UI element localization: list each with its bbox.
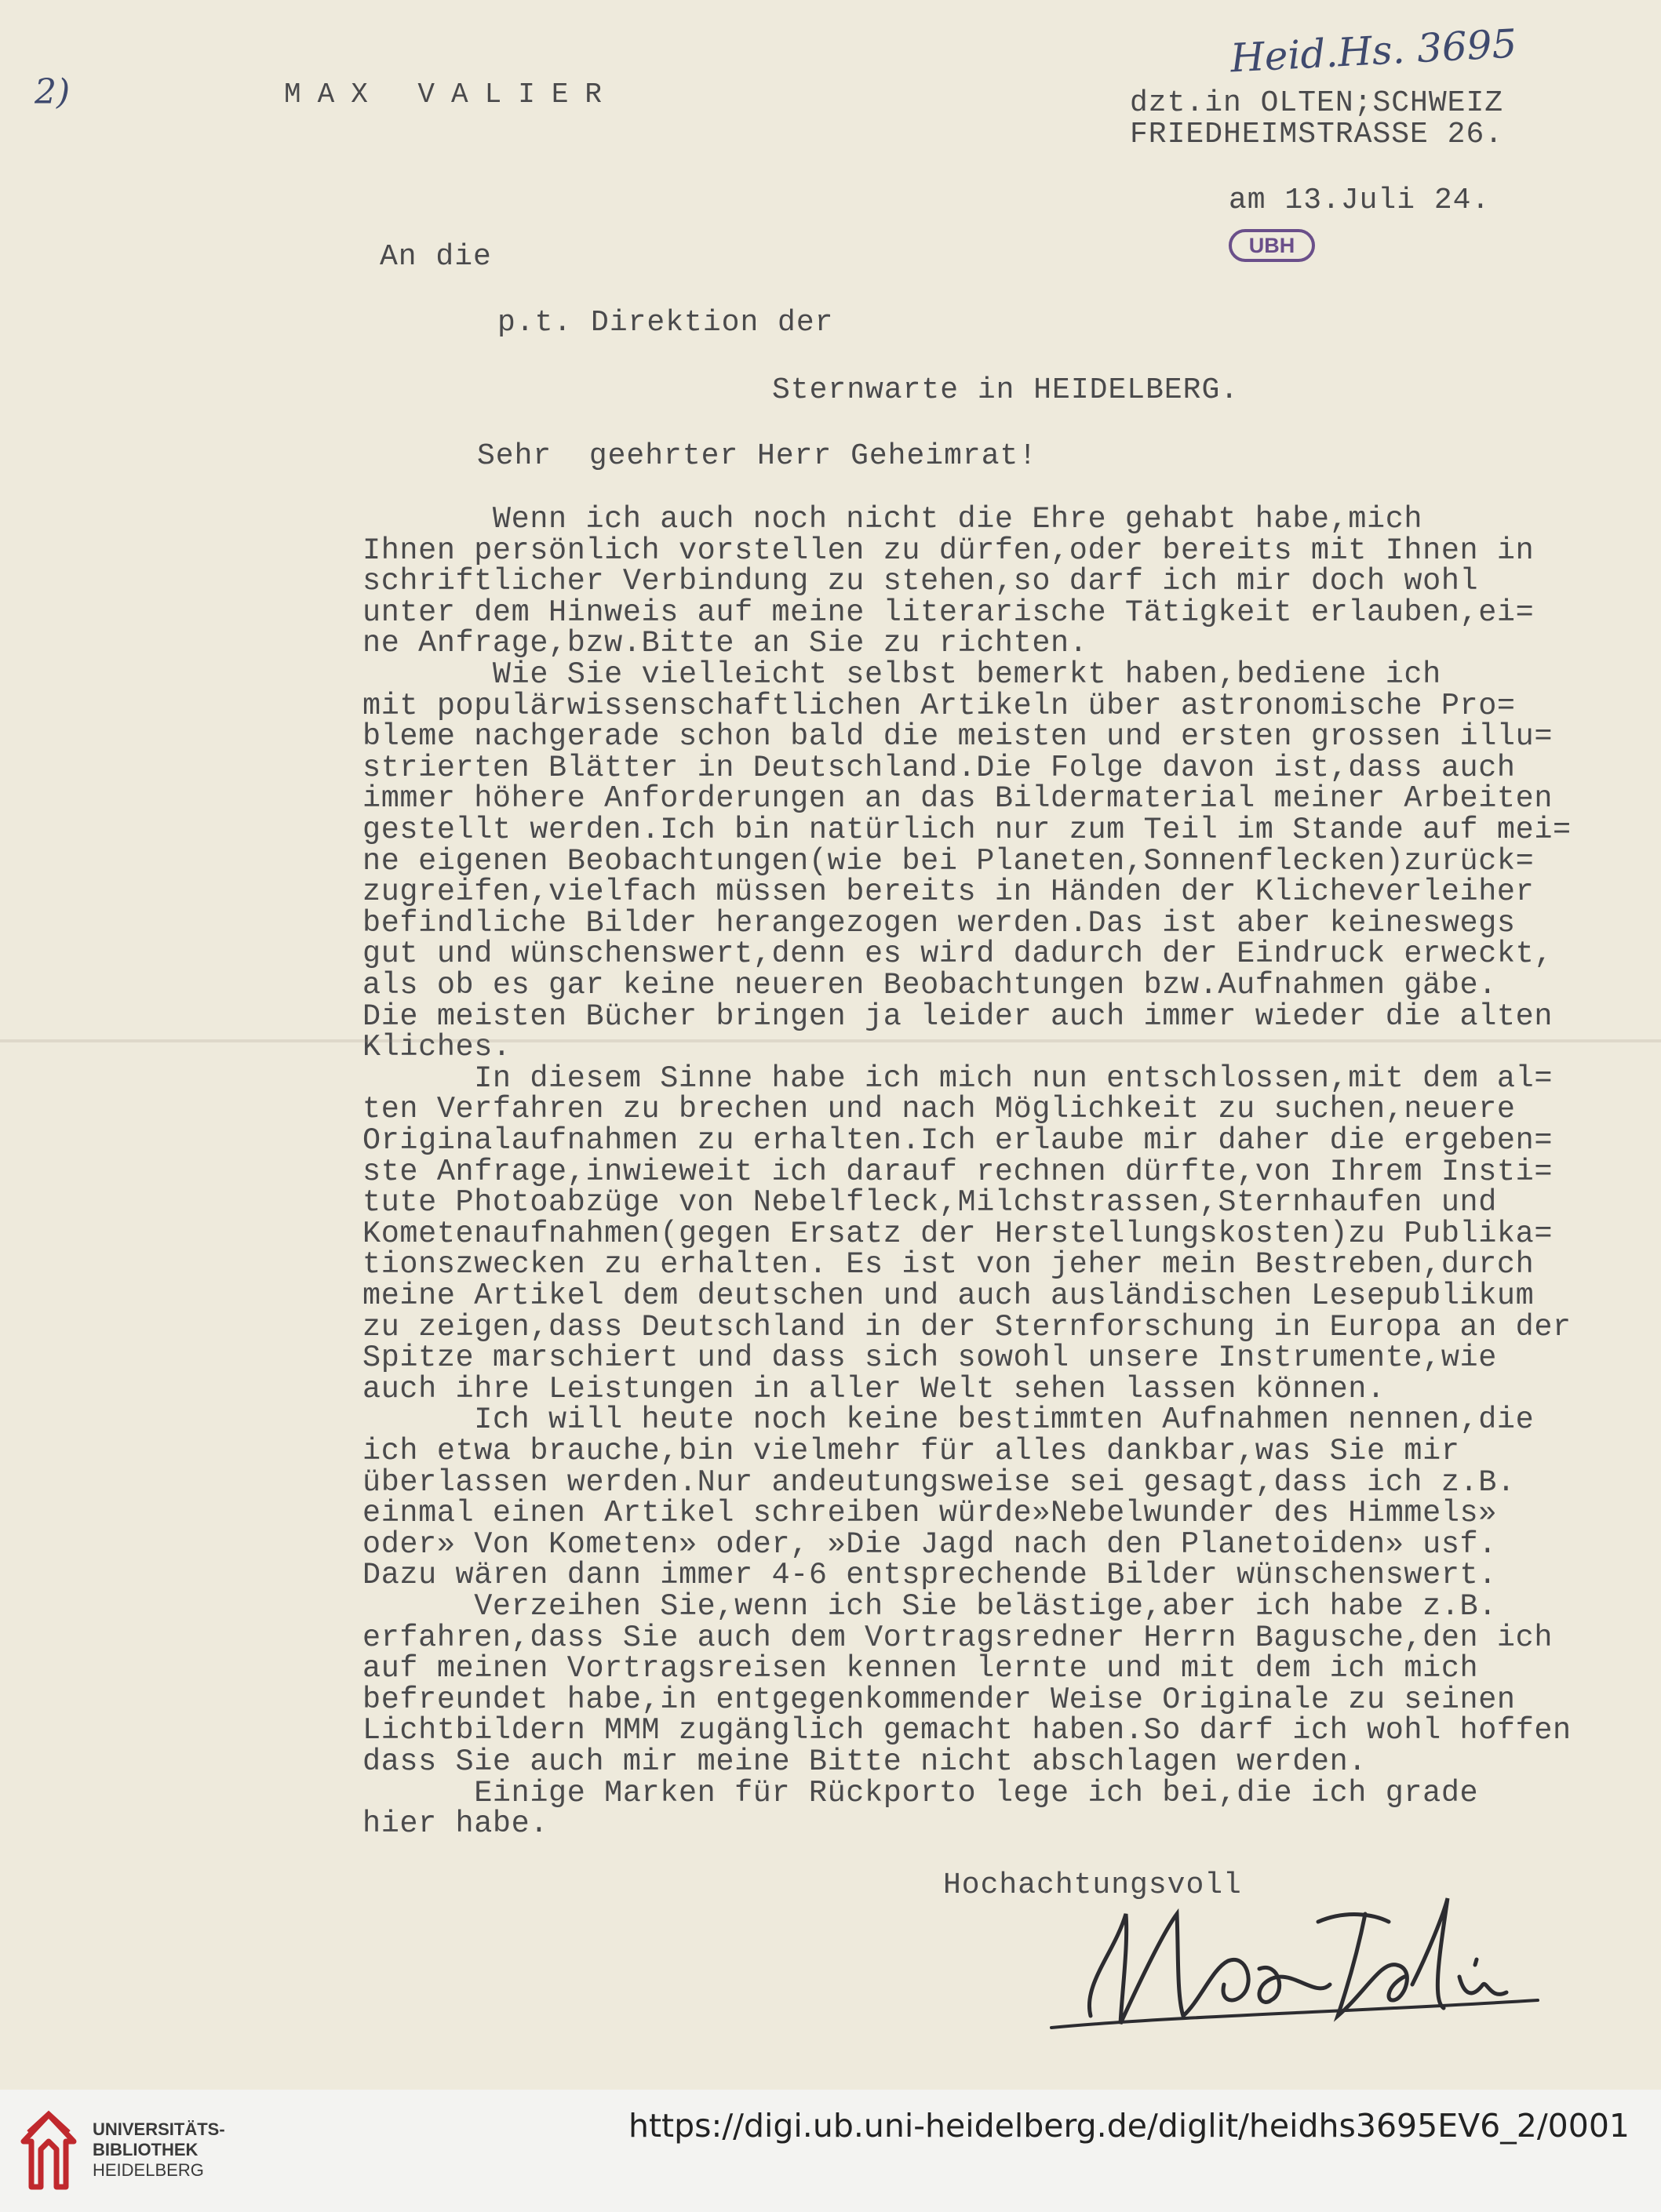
letter-date: am 13.Juli 24. xyxy=(1229,184,1491,217)
body-line: tute Photoabzüge von Nebelfleck,Milchstrassen,Sternhaufen und xyxy=(362,1185,1497,1221)
body-line: ne Anfrage,bzw.Bitte an Sie zu richten. xyxy=(362,626,1088,661)
source-url-link[interactable]: https://digi.ub.uni-heidelberg.de/diglit/heidhs3695EV6_2/0001 xyxy=(628,2107,1630,2145)
body-line: Ihnen persönlich vorstellen zu dürfen,oder bereits mit Ihnen in xyxy=(362,533,1535,568)
body-line: befindliche Bilder herangezogen werden.Das ist aber keineswegs xyxy=(362,905,1516,940)
body-line: hier habe. xyxy=(362,1806,549,1842)
body-line: einmal einen Artikel schreiben würde»Nebelwunder des Himmels» xyxy=(362,1496,1497,1531)
body-line: Kliches. xyxy=(362,1030,512,1065)
body-line: meine Artikel dem deutschen und auch ausländischen Lesepublikum xyxy=(362,1279,1535,1313)
body-line: ne eigenen Beobachtungen(wie bei Planeten,Sonnenflecken)zurück= xyxy=(362,843,1535,879)
body-line: mit populärwissenschaftlichen Artikeln über astronomische Pro= xyxy=(362,688,1516,723)
body-line: Die meisten Bücher bringen ja leider auch immer wieder die alten xyxy=(362,999,1554,1034)
archive-shelfmark: Heid.Hs. 3695 xyxy=(1229,20,1518,82)
body-line: schriftlicher Verbindung zu stehen,so darf ich mir doch wohl xyxy=(362,564,1479,599)
library-stamp: UBH xyxy=(1229,229,1315,262)
body-line: befreundet habe,in entgegenkommender Weise Originale zu seinen xyxy=(362,1682,1516,1717)
recipient-line2: p.t. Direktion der xyxy=(497,306,834,340)
sender-name: MAX VALIER xyxy=(284,78,619,111)
body-line: Verzeihen Sie,wenn ich Sie belästige,aber ich habe z.B. xyxy=(362,1589,1497,1624)
body-line: ste Anfrage,inwieweit ich darauf rechnen dürfte,von Ihrem Insti= xyxy=(362,1154,1554,1189)
sender-address-line2: FRIEDHEIMSTRASSE 26. xyxy=(1130,118,1504,151)
body-line: zugreifen,vielfach müssen bereits in Händen der Klicheverleiher xyxy=(362,875,1535,910)
recipient-line3: Sternwarte in HEIDELBERG. xyxy=(772,373,1240,407)
body-line: gestellt werden.Ich bin natürlich nur zum Teil im Stande auf mei= xyxy=(362,813,1572,847)
body-line: immer höhere Anforderungen an das Bildermaterial meiner Arbeiten xyxy=(362,781,1554,817)
body-line: strierten Blätter in Deutschland.Die Folge davon ist,dass auch xyxy=(362,750,1516,785)
salutation: Sehr geehrter Herr Geheimrat! xyxy=(477,439,1038,473)
page-mark: 2) xyxy=(35,72,71,112)
body-line: ich etwa brauche,bin vielmehr für alles dankbar,was Sie mir xyxy=(362,1434,1460,1468)
body-line: als ob es gar keine neueren Beobachtungen bzw.Aufnahmen gäbe. xyxy=(362,968,1497,1002)
institution-name xyxy=(93,2119,225,2181)
signature xyxy=(1036,1867,1554,2039)
body-line: unter dem Hinweis auf meine literarische Tätigkeit erlauben,ei= xyxy=(362,595,1535,630)
letter-body xyxy=(362,502,1634,1859)
body-line: zu zeigen,dass Deutschland in der Sternforschung in Europa an der xyxy=(362,1309,1572,1344)
body-line: Wenn ich auch noch nicht die Ehre gehabt habe,mich xyxy=(362,502,1423,537)
body-line: Einige Marken für Rückporto lege ich bei,die ich grade xyxy=(362,1775,1479,1810)
body-line: auf meinen Vortragsreisen kennen lernte und mit dem ich mich xyxy=(362,1651,1479,1686)
body-line: Spitze marschiert und dass sich sowohl unsere Instrumente,wie xyxy=(362,1341,1497,1376)
body-line: ten Verfahren zu brechen und nach Möglichkeit zu suchen,neuere xyxy=(362,1092,1516,1127)
body-line: Wie Sie vielleicht selbst bemerkt haben,bediene ich xyxy=(362,657,1441,692)
body-line: erfahren,dass Sie auch dem Vortragsredner Herrn Bagusche,den ich xyxy=(362,1620,1554,1655)
body-line: auch ihre Leistungen in aller Welt sehen lassen können. xyxy=(362,1371,1386,1406)
body-line: gut und wünschenswert,denn es wird dadurch der Eindruck erweckt, xyxy=(362,937,1554,972)
sender-address-line1: dzt.in OLTEN;SCHWEIZ xyxy=(1130,86,1504,120)
body-line: Originalaufnahmen zu erhalten.Ich erlaube mir daher die ergeben= xyxy=(362,1123,1554,1158)
body-line: Kometenaufnahmen(gegen Ersatz der Herstellungskosten)zu Publika= xyxy=(362,1216,1554,1251)
body-line: bleme nachgerade schon bald die meisten und ersten grossen illu= xyxy=(362,719,1554,755)
body-line: Lichtbildern MMM zugänglich gemacht haben.So darf ich wohl hoffen xyxy=(362,1713,1572,1748)
institution-line3: HEIDELBERG xyxy=(93,2160,204,2180)
institution-line2: BIBLIOTHEK xyxy=(93,2140,199,2159)
body-line: überlassen werden.Nur andeutungsweise sei gesagt,dass ich z.B. xyxy=(362,1464,1516,1500)
body-line: oder» Von Kometen» oder, »Die Jagd nach den Planetoiden» usf. xyxy=(362,1526,1497,1562)
body-line: In diesem Sinne habe ich mich nun entschlossen,mit dem al= xyxy=(362,1061,1554,1096)
recipient-line1: An die xyxy=(380,240,492,274)
body-line: Ich will heute noch keine bestimmten Aufnahmen nennen,die xyxy=(362,1403,1535,1438)
university-library-logo-icon xyxy=(17,2108,80,2195)
body-line: Dazu wären dann immer 4-6 entsprechende Bilder wünschenswert. xyxy=(362,1558,1497,1593)
closing: Hochachtungsvoll xyxy=(943,1868,1242,1902)
body-line: dass Sie auch mir meine Bitte nicht abschlagen werden. xyxy=(362,1744,1368,1779)
body-line: tionszwecken zu erhalten. Es ist von jeher mein Bestreben,durch xyxy=(362,1247,1535,1282)
institution-line1: UNIVERSITÄTS- xyxy=(93,2119,225,2139)
